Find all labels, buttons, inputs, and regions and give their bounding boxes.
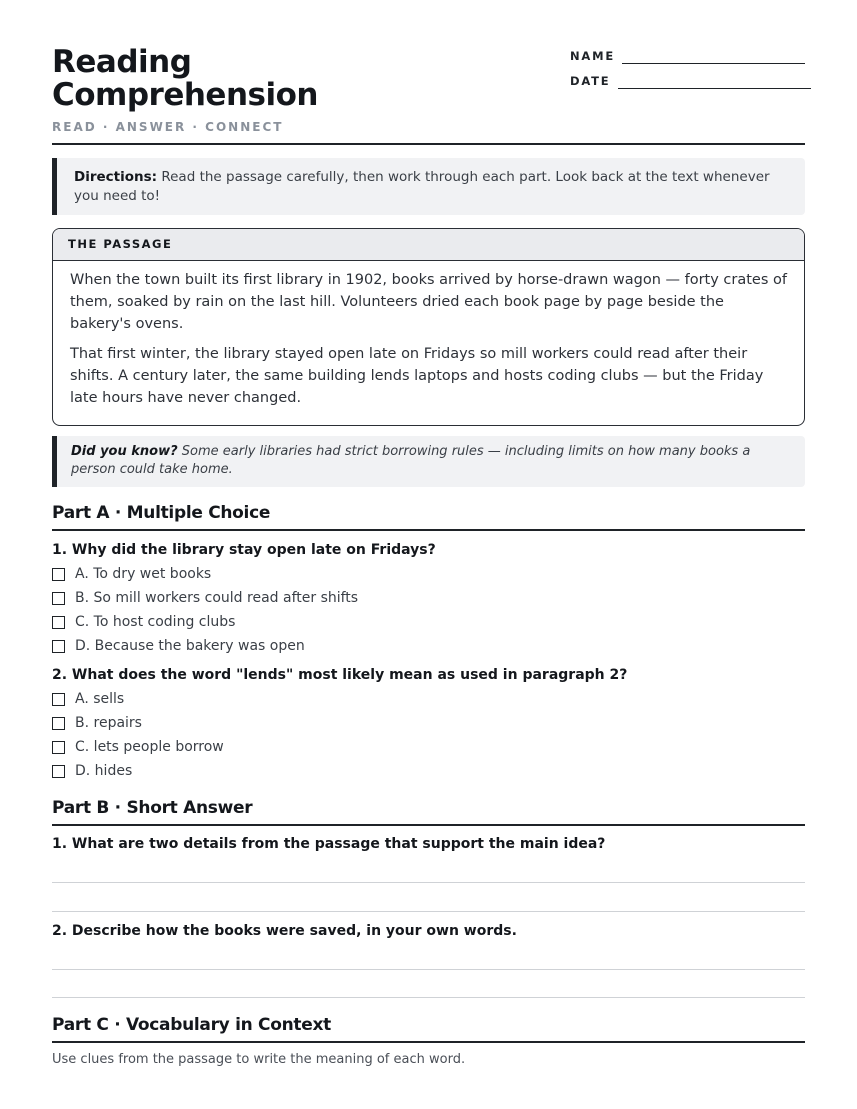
part-c-title: Part C · Vocabulary in Context bbox=[52, 1015, 805, 1043]
part-a-title: Part A · Multiple Choice bbox=[52, 503, 805, 531]
option-label: A. To dry wet books bbox=[75, 566, 212, 582]
checkbox-icon[interactable] bbox=[52, 616, 65, 629]
passage-box bbox=[52, 228, 805, 426]
directions-label: Directions: bbox=[74, 169, 158, 185]
worksheet-title bbox=[52, 46, 318, 112]
option-label: C. lets people borrow bbox=[75, 739, 224, 755]
option-label: B. So mill workers could read after shifts bbox=[75, 590, 359, 606]
passage-body bbox=[53, 261, 804, 409]
q1-option-b[interactable] bbox=[52, 590, 358, 606]
option-label: B. repairs bbox=[75, 715, 142, 731]
q1-option-d[interactable] bbox=[52, 638, 305, 654]
passage-paragraph-2: That first winter, the library stayed open late on Fridays so mill workers could read after their shifts. A century later, the same building lends laptops and hosts coding clubs — but the Friday late hours have never changed. bbox=[70, 346, 764, 406]
passage-heading: THE PASSAGE bbox=[53, 229, 804, 261]
title-line-2: Comprehension bbox=[52, 77, 318, 113]
q2-option-a[interactable] bbox=[52, 691, 124, 707]
answer-line[interactable] bbox=[52, 997, 805, 998]
q1-option-c[interactable] bbox=[52, 614, 235, 630]
date-field-line[interactable] bbox=[618, 88, 811, 89]
title-line-1: Reading bbox=[52, 44, 192, 80]
q2-option-d[interactable] bbox=[52, 763, 132, 779]
q1-option-a[interactable] bbox=[52, 566, 211, 582]
header-divider bbox=[52, 143, 805, 145]
checkbox-icon[interactable] bbox=[52, 568, 65, 581]
checkbox-icon[interactable] bbox=[52, 717, 65, 730]
part-b-question-1: 1. What are two details from the passage that support the main idea? bbox=[52, 836, 606, 852]
checkbox-icon[interactable] bbox=[52, 640, 65, 653]
did-you-know-text: Some early libraries had strict borrowing rules — including limits on how many books a person could take home. bbox=[71, 444, 751, 477]
option-label: A. sells bbox=[75, 691, 125, 707]
checkbox-icon[interactable] bbox=[52, 741, 65, 754]
q2-option-c[interactable] bbox=[52, 739, 224, 755]
part-c-instruction: Use clues from the passage to write the meaning of each word. bbox=[52, 1052, 466, 1067]
worksheet-subtitle: READ · ANSWER · CONNECT bbox=[52, 120, 284, 134]
date-label: DATE bbox=[570, 74, 611, 88]
did-you-know-label: Did you know? bbox=[71, 444, 178, 459]
part-a-question-2: 2. What does the word "lends" most likely mean as used in paragraph 2? bbox=[52, 667, 628, 683]
part-a-question-1: 1. Why did the library stay open late on Fridays? bbox=[52, 542, 436, 558]
checkbox-icon[interactable] bbox=[52, 765, 65, 778]
did-you-know-callout bbox=[52, 436, 805, 487]
name-label: NAME bbox=[570, 49, 616, 63]
directions-callout bbox=[52, 158, 805, 215]
option-label: D. Because the bakery was open bbox=[75, 638, 305, 654]
q2-option-b[interactable] bbox=[52, 715, 142, 731]
checkbox-icon[interactable] bbox=[52, 693, 65, 706]
option-label: C. To host coding clubs bbox=[75, 614, 236, 630]
option-label: D. hides bbox=[75, 763, 133, 779]
answer-line[interactable] bbox=[52, 969, 805, 970]
answer-line[interactable] bbox=[52, 882, 805, 883]
checkbox-icon[interactable] bbox=[52, 592, 65, 605]
passage-paragraph-1: When the town built its first library in 1902, books arrived by horse-drawn wagon — forty crates of them, soaked by rain on the last hill. Volunteers dried each book page by page beside the bakery's ovens. bbox=[70, 272, 787, 332]
answer-line[interactable] bbox=[52, 911, 805, 912]
part-b-question-2: 2. Describe how the books were saved, in your own words. bbox=[52, 923, 517, 939]
directions-text: Read the passage carefully, then work through each part. Look back at the text whenever you need to! bbox=[74, 169, 770, 204]
name-field-line[interactable] bbox=[622, 63, 805, 64]
part-b-title: Part B · Short Answer bbox=[52, 798, 805, 826]
